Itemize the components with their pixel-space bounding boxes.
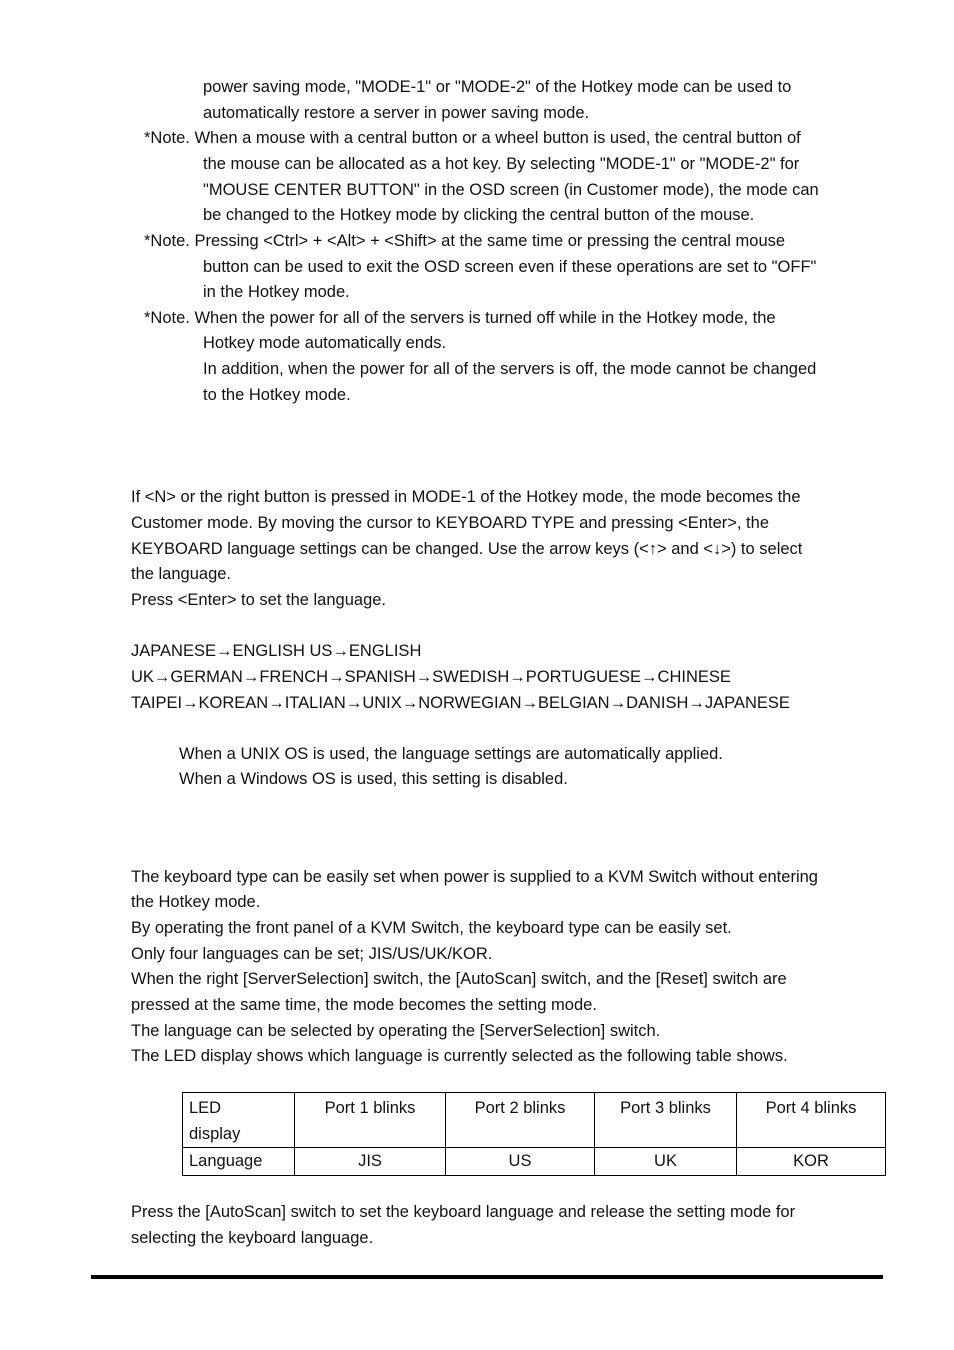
text-line: In addition, when the power for all of the servers is off, the mode cannot be changed (203, 360, 817, 378)
paragraph-line: The keyboard type can be easily set when power is supplied to a KVM Switch without entering (131, 868, 818, 886)
os-note-line: When a UNIX OS is used, the language settings are automatically applied. (179, 745, 723, 763)
text-line: Hotkey mode automatically ends. (203, 334, 447, 352)
text-line: to the Hotkey mode. (203, 386, 351, 404)
table-cell: KOR (737, 1148, 886, 1176)
cell-text: display (189, 1125, 241, 1143)
table-cell: US (446, 1148, 595, 1176)
paragraph-line: selecting the keyboard language. (131, 1229, 374, 1247)
table-row (183, 1148, 886, 1176)
table-row (183, 1093, 886, 1148)
cell-text: LED (189, 1099, 222, 1117)
table-header-cell (183, 1093, 295, 1148)
paragraph-line: the Hotkey mode. (131, 893, 261, 911)
language-sequence-line: UK→GERMAN→FRENCH→SPANISH→SWEDISH→PORTUGUESE→CHINESE (131, 668, 731, 686)
os-note-line: When a Windows OS is used, this setting is disabled. (179, 770, 568, 788)
paragraph-line: Only four languages can be set; JIS/US/UK/KOR. (131, 945, 493, 963)
text-line: the mouse can be allocated as a hot key. By selecting "MODE-1" or "MODE-2" for (203, 155, 800, 173)
table-cell: Port 3 blinks (595, 1093, 737, 1148)
text-line: be changed to the Hotkey mode by clicking the central button of the mouse. (203, 206, 755, 224)
text-line: power saving mode, "MODE-1" or "MODE-2" of the Hotkey mode can be used to (203, 78, 792, 96)
paragraph-line: By operating the front panel of a KVM Switch, the keyboard type can be easily set. (131, 919, 732, 937)
paragraph-line: If <N> or the right button is pressed in MODE-1 of the Hotkey mode, the mode becomes the (131, 488, 801, 506)
language-sequence-line: TAIPEI→KOREAN→ITALIAN→UNIX→NORWEGIAN→BELGIAN→DANISH→JAPANESE (131, 694, 790, 712)
paragraph-line: When the right [ServerSelection] switch, the [AutoScan] switch, and the [Reset] switch are (131, 970, 787, 988)
text-line: in the Hotkey mode. (203, 283, 350, 301)
led-language-table (182, 1092, 886, 1176)
table-cell: JIS (295, 1148, 446, 1176)
note-heading-line: *Note. When the power for all of the servers is turned off while in the Hotkey mode, the (144, 309, 776, 327)
table-cell: Port 2 blinks (446, 1093, 595, 1148)
paragraph-line: The LED display shows which language is currently selected as the following table shows. (131, 1047, 788, 1065)
text-line: button can be used to exit the OSD screen even if these operations are set to "OFF" (203, 258, 817, 276)
table-cell: Port 4 blinks (737, 1093, 886, 1148)
paragraph-line: the language. (131, 565, 232, 583)
note-heading-line: *Note. Pressing <Ctrl> + <Alt> + <Shift> at the same time or pressing the central mouse (144, 232, 786, 250)
table-cell: UK (595, 1148, 737, 1176)
paragraph-line: KEYBOARD language settings can be changed. Use the arrow keys (<↑> and <↓>) to select (131, 540, 803, 558)
paragraph-line: Press the [AutoScan] switch to set the keyboard language and release the setting mode for (131, 1203, 796, 1221)
text-line: automatically restore a server in power saving mode. (203, 104, 590, 122)
footer-rule (91, 1275, 883, 1279)
paragraph-line: pressed at the same time, the mode becomes the setting mode. (131, 996, 597, 1014)
paragraph-line: The language can be selected by operating the [ServerSelection] switch. (131, 1022, 661, 1040)
paragraph-line: Press <Enter> to set the language. (131, 591, 387, 609)
note-heading-line: *Note. When a mouse with a central button or a wheel button is used, the central button of (144, 129, 801, 147)
paragraph-line: Customer mode. By moving the cursor to KEYBOARD TYPE and pressing <Enter>, the (131, 514, 769, 532)
table-header-cell: Language (183, 1148, 295, 1176)
language-sequence-line: JAPANESE→ENGLISH US→ENGLISH (131, 642, 422, 660)
table-cell: Port 1 blinks (295, 1093, 446, 1148)
text-line: "MOUSE CENTER BUTTON" in the OSD screen (in Customer mode), the mode can (203, 181, 819, 199)
